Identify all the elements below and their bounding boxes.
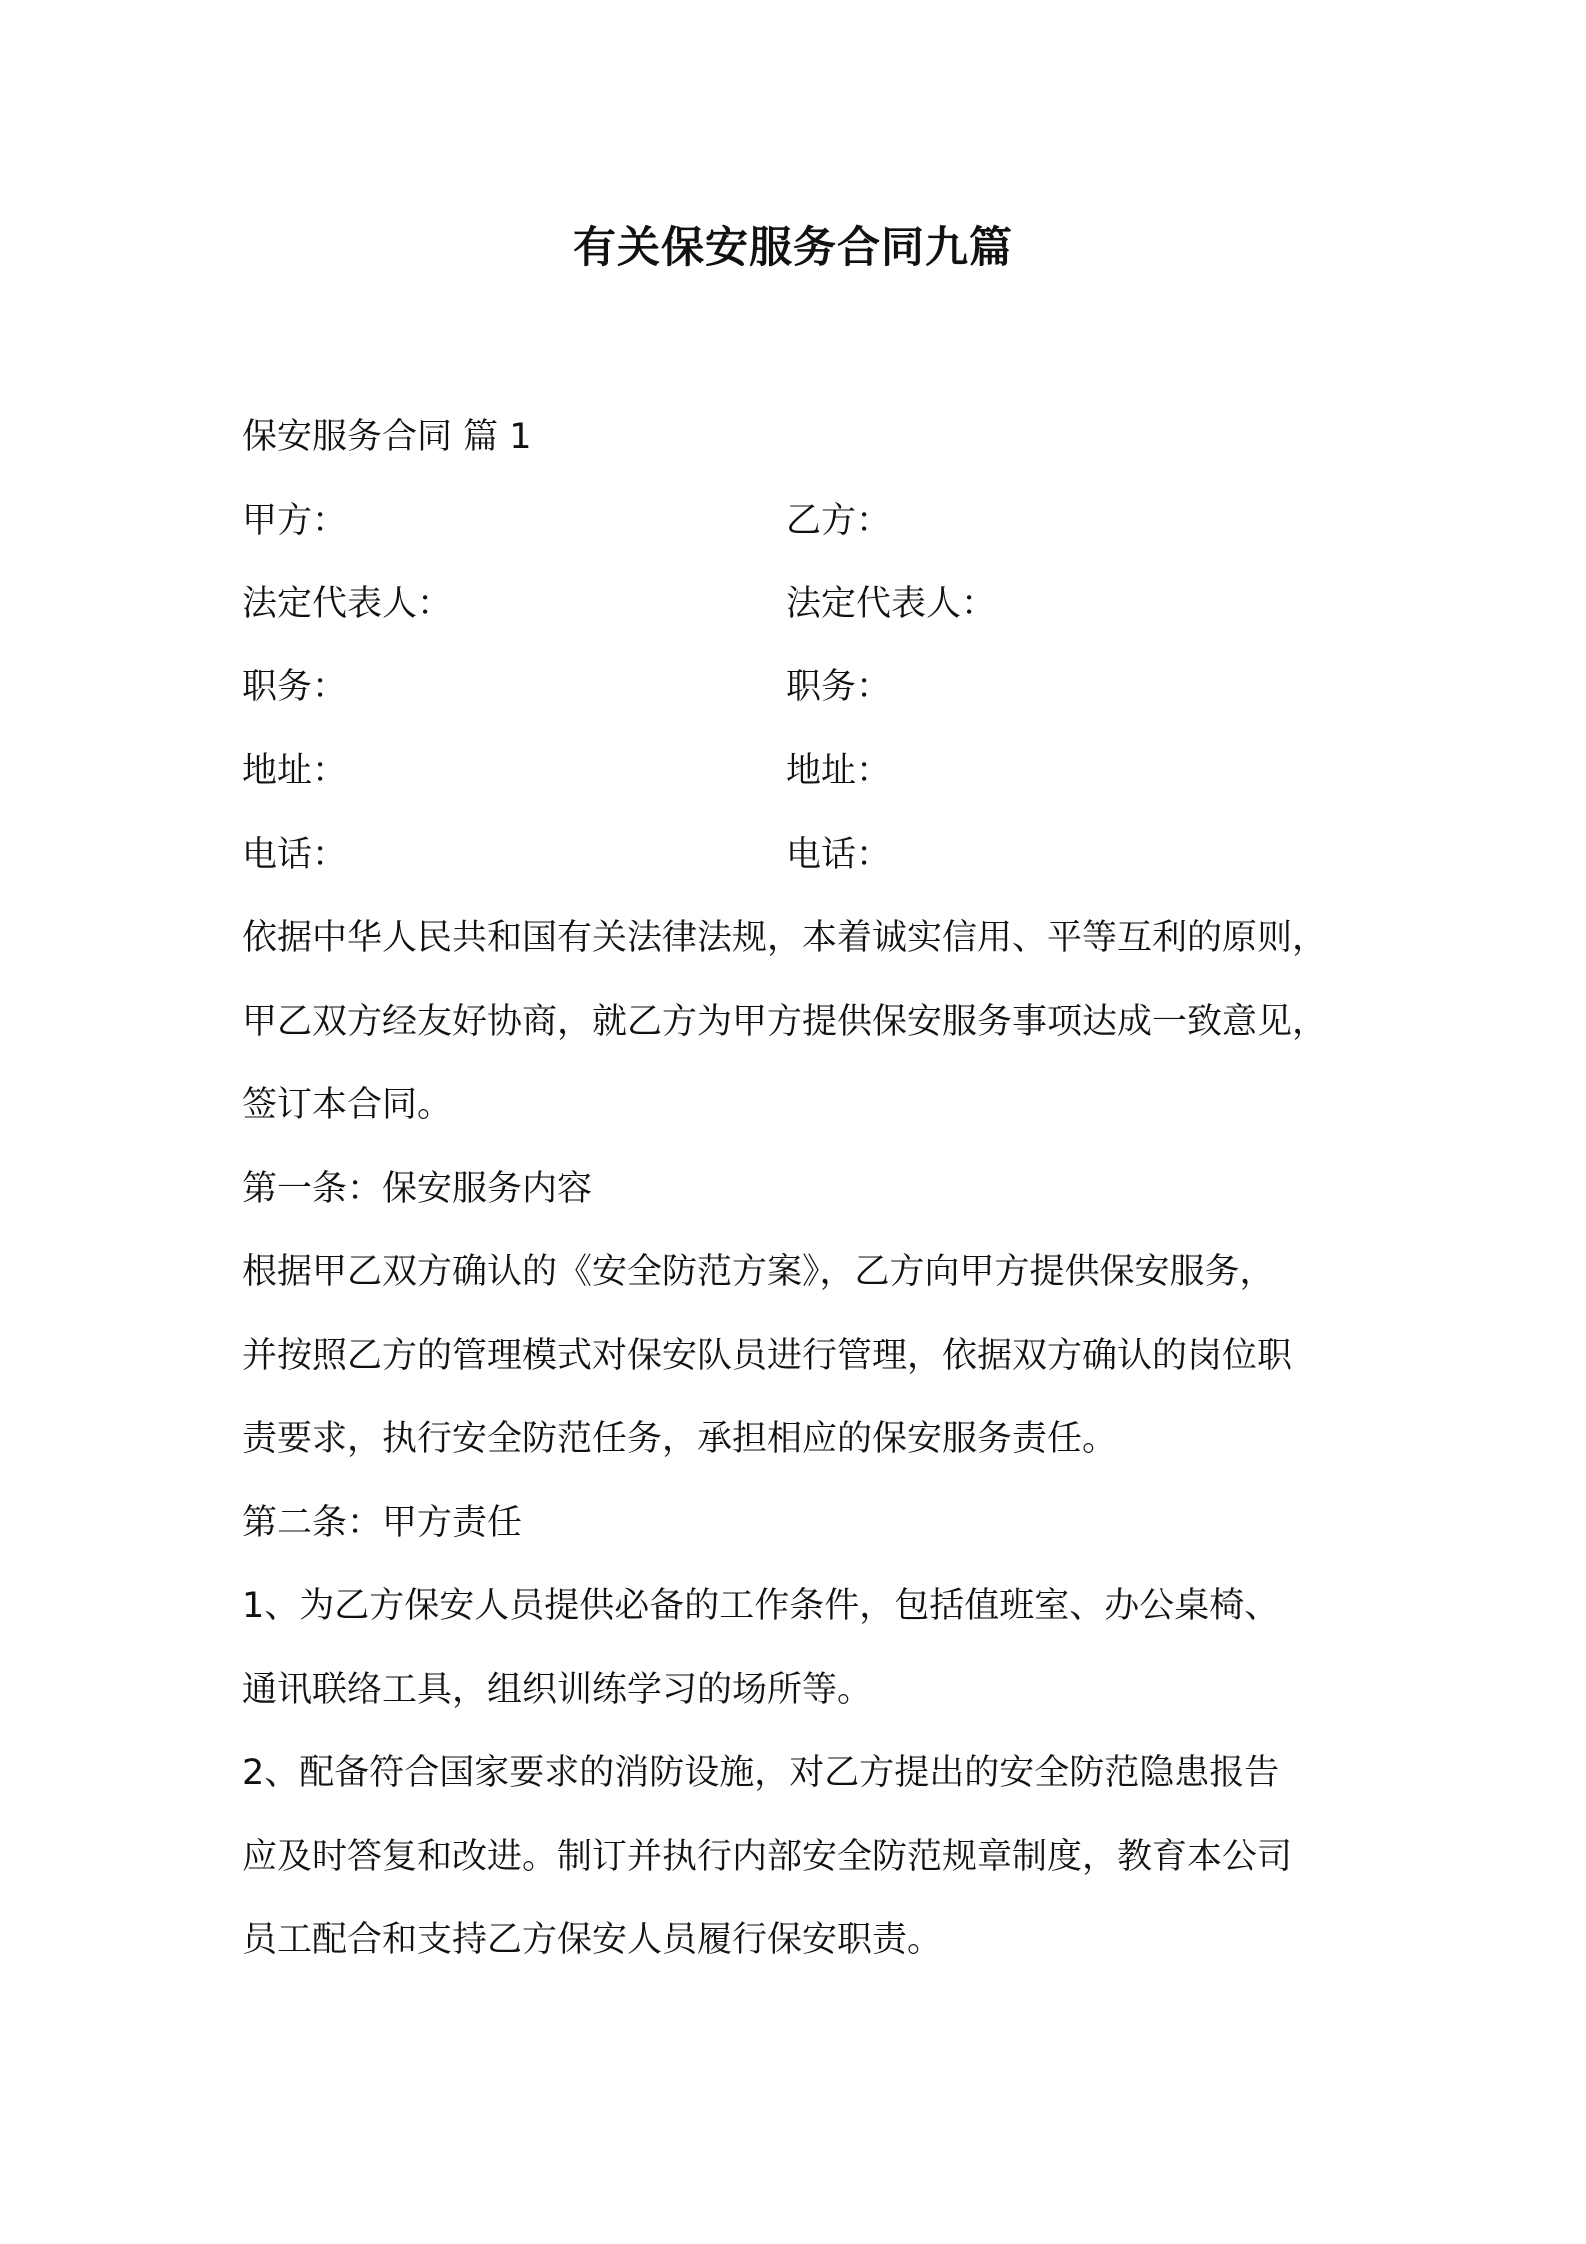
address-b-label: 地址：	[786, 751, 892, 791]
body-line: 依据中华人民共和国有关法律法规，本着诚实信用、平等互利的原则，	[242, 918, 1328, 958]
document-title: 有关保安服务合同九篇	[573, 223, 1013, 273]
phone-a-label: 电话：	[242, 835, 348, 875]
body-line: 通讯联络工具，组织训练学习的场所等。	[242, 1670, 873, 1710]
body-line: 员工配合和支持乙方保安人员履行保安职责。	[242, 1920, 943, 1960]
body-line: 甲乙双方经友好协商，就乙方为甲方提供保安服务事项达成一致意见，	[242, 1002, 1328, 1042]
party-a-label: 甲方：	[242, 501, 348, 541]
body-line: 根据甲乙双方确认的《安全防范方案》，乙方向甲方提供保安服务，	[242, 1252, 1275, 1292]
phone-b-label: 电话：	[786, 835, 892, 875]
body-line: 2、配备符合国家要求的消防设施，对乙方提出的安全防范隐患报告	[242, 1753, 1280, 1793]
article-heading: 第二条：甲方责任	[242, 1503, 523, 1543]
party-b-label: 乙方：	[786, 501, 892, 541]
body-line: 1、为乙方保安人员提供必备的工作条件，包括值班室、办公桌椅、	[242, 1586, 1280, 1626]
body-line: 责要求，执行安全防范任务，承担相应的保安服务责任。	[242, 1419, 1118, 1459]
rep-a-label: 法定代表人：	[242, 584, 453, 624]
address-a-label: 地址：	[242, 751, 348, 791]
section-heading: 保安服务合同 篇 1	[242, 417, 532, 457]
body-line: 应及时答复和改进。制订并执行内部安全防范规章制度，教育本公司	[242, 1837, 1293, 1877]
body-line: 签订本合同。	[242, 1085, 453, 1125]
article-heading: 第一条：保安服务内容	[242, 1169, 593, 1209]
body-line: 并按照乙方的管理模式对保安队员进行管理，依据双方确认的岗位职	[242, 1336, 1293, 1376]
position-a-label: 职务：	[242, 667, 348, 707]
rep-b-label: 法定代表人：	[786, 584, 997, 624]
position-b-label: 职务：	[786, 667, 892, 707]
